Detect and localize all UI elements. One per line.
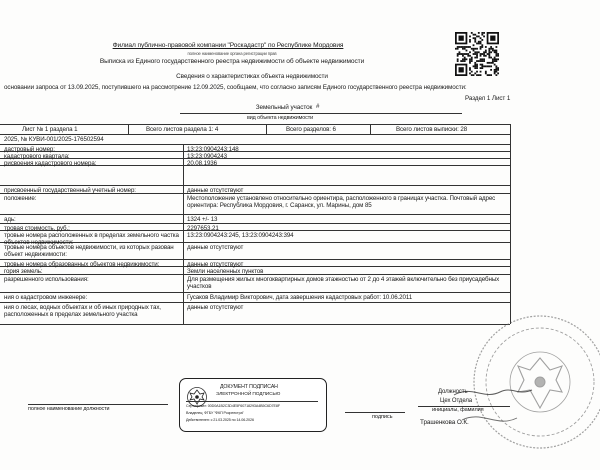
field-value: данные отсутствуют — [187, 243, 244, 251]
section-label: Раздел 1 Лист 1 — [465, 95, 511, 102]
field-value: данные отсутствуют — [187, 186, 244, 194]
object-type: Земельный участок — [255, 104, 313, 111]
field-value: Гусаков Владимир Викторович, дата завершения кадастровых работ: 10.06.2011 — [187, 293, 413, 301]
esign-line-2: ЭЛЕКТРОННОЙ ПОДПИСЬЮ — [216, 392, 281, 397]
field-value: 13:23:0904243:148 — [187, 145, 239, 153]
field-label: положение: — [4, 194, 37, 202]
request-line: основании запроса от 13.09.2025, поступившего на рассмотрение 12.09.2025, сообщаем, что согласно записям Единого государственного реестра недвижимости: — [4, 84, 467, 91]
esign-divider — [186, 401, 318, 402]
name-caption: инициалы, фамилия — [432, 407, 484, 413]
esign-certificate: Сертификат: 00D0A1B2C3D4E5F60718293A4B5C6D7E8F — [186, 404, 280, 408]
field-value: 2297653.21 — [187, 224, 219, 232]
field-label: тровые номера объектов недвижимости, из которых разован объект недвижимости: — [4, 243, 174, 258]
position-line — [28, 404, 168, 405]
esign-line-1: ДОКУМЕНТ ПОДПИСАН — [220, 384, 278, 390]
field-value: 13:23:0904243 — [187, 152, 227, 160]
field-label: тровые номера образованных объектов недвижимости: — [4, 260, 160, 268]
sheet-number: Лист № 1 раздела 1 — [22, 126, 78, 133]
table-divider — [266, 124, 267, 134]
sections-total: Всего разделов: 6 — [286, 126, 336, 133]
field-label: ния о лесах, водных объектах и об иных природных тах, расположенных в пределах земельного участка — [4, 303, 161, 318]
position-organization: Цех Отдела — [440, 398, 473, 404]
document-title: Выписка из Единого государственного реестра недвижимости об объекте недвижимости — [99, 58, 365, 65]
field-value: Для размещения жилых многоквартирных домов этажностью от 2 до 4 этажей включительно без приусадебных участков — [187, 275, 500, 290]
document-number: 2025, № КУВИ-001/2025-176502594 — [4, 136, 104, 143]
registry-organization: Филиал публично-правовой компании "Роскадастр" по Республике Мордовия — [112, 42, 344, 49]
sheets-total: Всего листов выписки: 28 — [396, 126, 468, 133]
position-caption: полное наименование должности — [28, 406, 110, 412]
field-label: гория земель: — [4, 267, 43, 275]
signature-line — [345, 412, 405, 413]
field-label: тровые номера расположенных в пределах земельного частка объектов недвижимости: — [4, 231, 179, 246]
signer-name: Трашенкова О.К. — [420, 419, 469, 426]
field-label: разрешенного использования: — [4, 275, 89, 283]
field-label: тровая стоимость, руб.: — [4, 224, 70, 232]
table-divider — [370, 124, 371, 134]
signature-caption: подпись — [372, 414, 393, 420]
field-label: рисвоения кадастрового номера: — [4, 159, 97, 167]
table-line — [0, 124, 510, 125]
esign-owner: Владелец: ФГБУ "ФКП Росреестра" — [186, 411, 244, 415]
field-value: данные отсутствуют — [187, 303, 244, 311]
table-border — [510, 124, 511, 324]
position-value: Должность — [438, 389, 468, 395]
object-type-underline — [180, 113, 462, 114]
sheets-in-section: Всего листов раздела 1: 4 — [146, 126, 219, 133]
field-value: 20.08.1936 — [187, 159, 217, 167]
esign-validity: Действителен: с 21.03.2025 по 14.06.2026 — [186, 418, 254, 422]
field-value: Местоположение установлено относительно ориентира, расположенного в границах участка. Почтовый адрес ориентира: Республика Мордовия, г. Саранск, ул. Марины, дом 85 — [187, 194, 496, 209]
official-seal-icon — [422, 300, 600, 470]
field-label: присвоенный государственный учетный номер: — [4, 186, 136, 194]
table-divider — [183, 144, 184, 324]
object-type-mark: # — [316, 103, 320, 110]
field-label: ния о кадастровом инженере: — [4, 293, 88, 301]
field-value: данные отсутствуют — [187, 260, 244, 268]
field-label: адь: — [4, 215, 16, 223]
field-label: кадастрового квартала: — [4, 152, 70, 160]
qr-pattern — [455, 32, 499, 76]
electronic-signature-stamp — [179, 378, 327, 432]
object-type-caption: вид объекта недвижимости — [246, 115, 314, 121]
document-subtitle: Сведения о характеристиках объекта недвижимости — [176, 73, 328, 80]
table-line — [0, 134, 510, 135]
field-value: Земли населенных пунктов — [187, 267, 264, 275]
table-divider — [128, 124, 129, 134]
organization-caption: полное наименование органа регистрации прав — [187, 51, 277, 56]
field-label: дастровый номер: — [4, 145, 55, 153]
field-value: 13:23:0904243:245, 13:23:0904243:394 — [187, 231, 294, 239]
qr-code — [455, 32, 499, 76]
field-value: 1324 +/- 13 — [187, 215, 218, 223]
